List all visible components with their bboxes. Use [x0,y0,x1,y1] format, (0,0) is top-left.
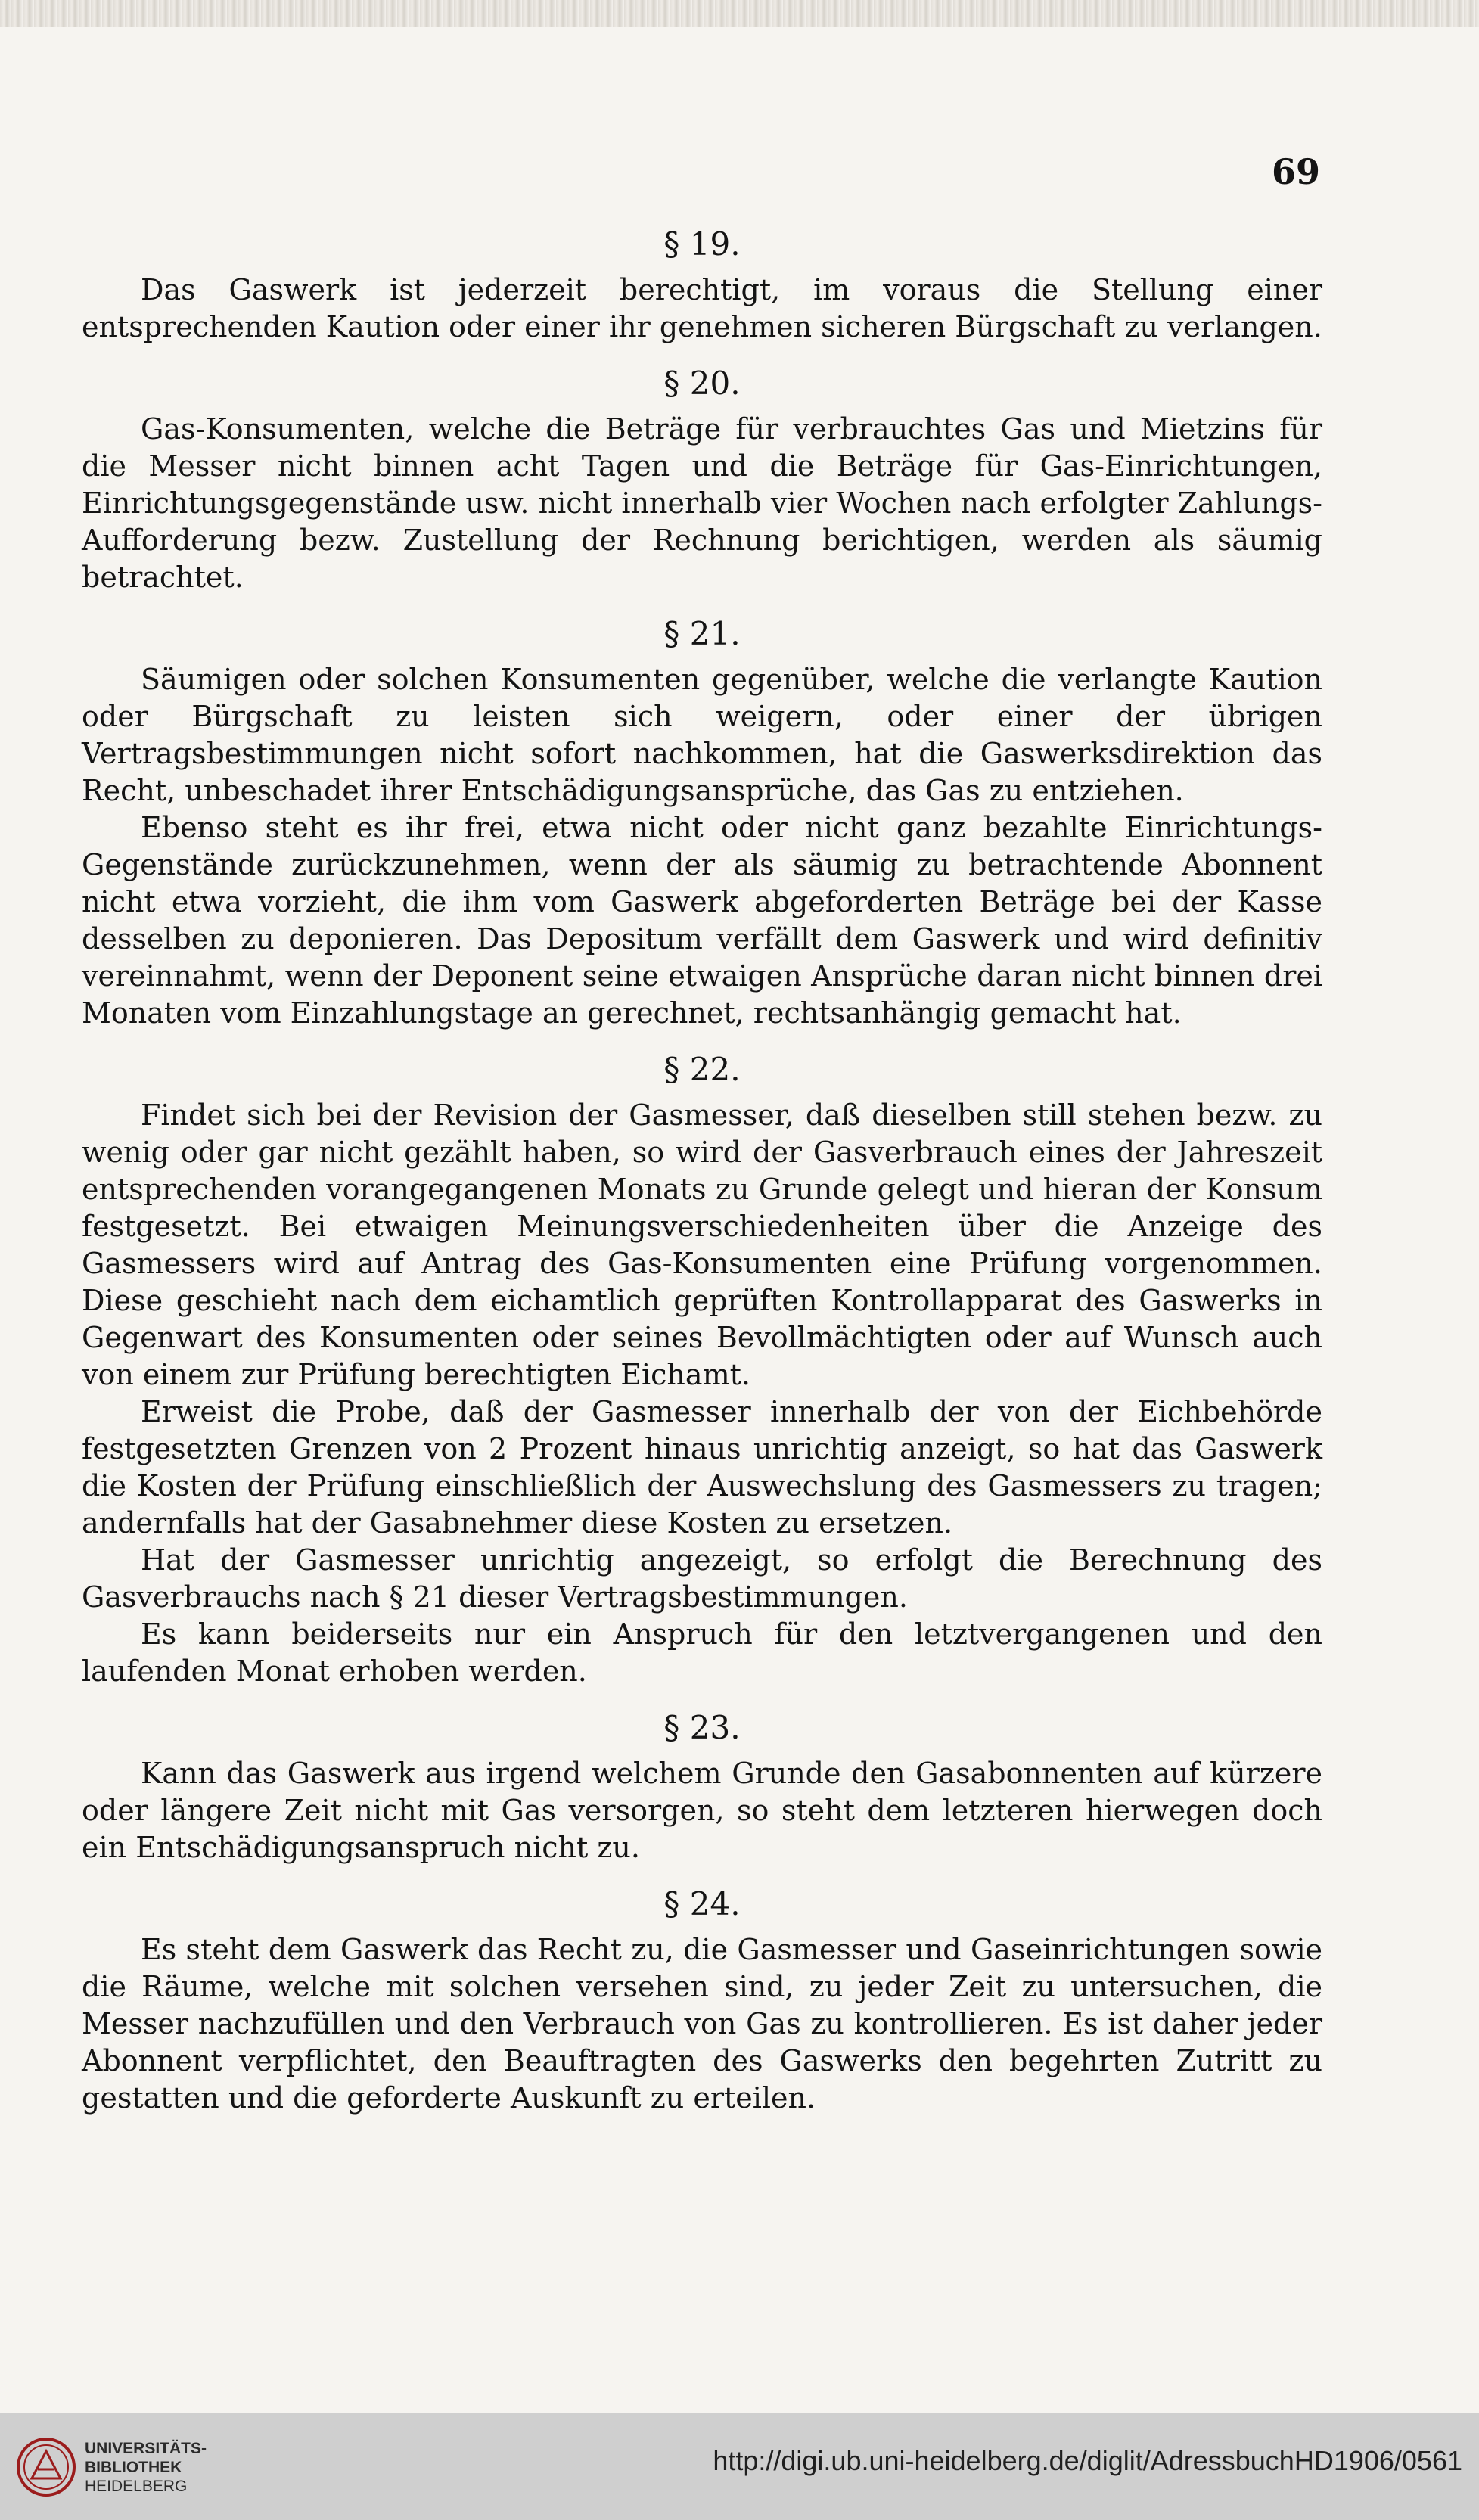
paragraph: Hat der Gasmesser unrichtig angezeigt, so erfolgt die Berechnung des Gasverbrauchs nach § 21 dieser Vertragsbestimmungen. [82,1543,1322,1614]
document-body [82,223,1322,2117]
library-line: UNIVERSITÄTS- [85,2440,207,2457]
page-number: 69 [1271,151,1320,192]
section-heading: § 22. [663,1051,741,1088]
page-top-edge [0,0,1479,27]
section-heading: § 24. [663,1885,741,1922]
library-name [85,2439,207,2496]
section-heading: § 19. [663,225,741,263]
section-heading: § 20. [663,365,741,402]
paragraph: Findet sich bei der Revision der Gasmesser, daß dieselben still stehen bezw. zu wenig oder gar nicht gezählt haben, so wird der Gasverbrauch eines der Jahreszeit entsprechenden vorangegangenen Monats zu Grunde gelegt und hieran der Konsum festgesetzt. Bei etwaigen Meinungsverschiedenheiten über die Anzeige des Gasmessers wird auf Antrag des Gas-Konsumenten eine Prüfung vorgenommen. Diese geschieht nach dem eichamtlich geprüften Kontrollapparat des Gaswerks in Gegenwart des Konsumenten oder seines Bevollmächtigten oder auf Wunsch auch von einem zur Prüfung berechtigten Eichamt. [82,1098,1322,1391]
paragraph: Es steht dem Gaswerk das Recht zu, die Gasmesser und Gaseinrichtungen sowie die Räume, welche mit solchen versehen sind, zu jeder Zeit zu untersuchen, die Messer nachzufüllen und den Verbrauch von Gas zu kontrollieren. Es ist daher jeder Abonnent verpflichtet, den Beauftragten des Gaswerks den begehrten Zutritt zu gestatten und die geforderte Auskunft zu erteilen. [82,1933,1322,2115]
source-url[interactable]: http://digi.ub.uni-heidelberg.de/diglit/AdressbuchHD1906/0561 [713,2445,1462,2476]
paragraph: Kann das Gaswerk aus irgend welchem Grunde den Gasabonnenten auf kürzere oder längere Zeit nicht mit Gas versorgen, so steht dem letzteren hierwegen doch ein Entschädigungsanspruch nicht zu. [82,1757,1322,1864]
paragraph: Es kann beiderseits nur ein Anspruch für den letztvergangenen und den laufenden Monat erhoben werden. [82,1617,1322,1688]
paragraph: Säumigen oder solchen Konsumenten gegenüber, welche die verlangte Kaution oder Bürgschaft zu leisten sich weigern, oder einer der übrigen Vertragsbestimmungen nicht sofort nachkommen, hat die Gaswerksdirektion das Recht, unbeschadet ihrer Entschädigungsansprüche, das Gas zu entziehen. [82,663,1322,807]
section-heading: § 23. [663,1709,741,1746]
paragraph: Gas-Konsumenten, welche die Beträge für verbrauchtes Gas und Mietzins für die Messer nicht binnen acht Tagen und die Beträge für Gas-Einrichtungen, Einrichtungsgegenstände usw. nicht innerhalb vier Wochen nach erfolgter Zahlungs-Aufforderung bezw. Zustellung der Rechnung berichtigen, werden als säumig betrachtet. [82,412,1322,594]
library-line: HEIDELBERG [85,2478,188,2495]
paragraph: Das Gaswerk ist jederzeit berechtigt, im voraus die Stellung einer entsprechenden Kaution oder einer ihr genehmen sicheren Bürgschaft zu verlangen. [82,273,1322,343]
section-heading: § 21. [663,615,741,652]
library-line: BIBLIOTHEK [85,2459,182,2476]
digitization-footer [0,2413,1479,2520]
paragraph: Ebenso steht es ihr frei, etwa nicht oder nicht ganz bezahlte Einrichtungs-Gegenstände zurückzunehmen, wenn der als säumig zu betrachtende Abonnent nicht etwa vorzieht, die ihm vom Gaswerk abgeforderten Beträge bei der Kasse desselben zu deponieren. Das Depositum verfällt dem Gaswerk und wird definitiv vereinnahmt, wenn der Deponent seine etwaigen Ansprüche daran nicht binnen drei Monaten vom Einzahlungstage an gerechnet, rechtsanhängig gemacht hat. [82,811,1322,1030]
paragraph: Erweist die Probe, daß der Gasmesser innerhalb der von der Eichbehörde festgesetzten Grenzen von 2 Prozent hinaus unrichtig anzeigt, so hat das Gaswerk die Kosten der Prüfung einschließlich der Auswechslung des Gasmessers zu tragen; andernfalls hat der Gasabnehmer diese Kosten zu ersetzen. [82,1395,1322,1540]
seal-logo-icon [15,2436,77,2498]
